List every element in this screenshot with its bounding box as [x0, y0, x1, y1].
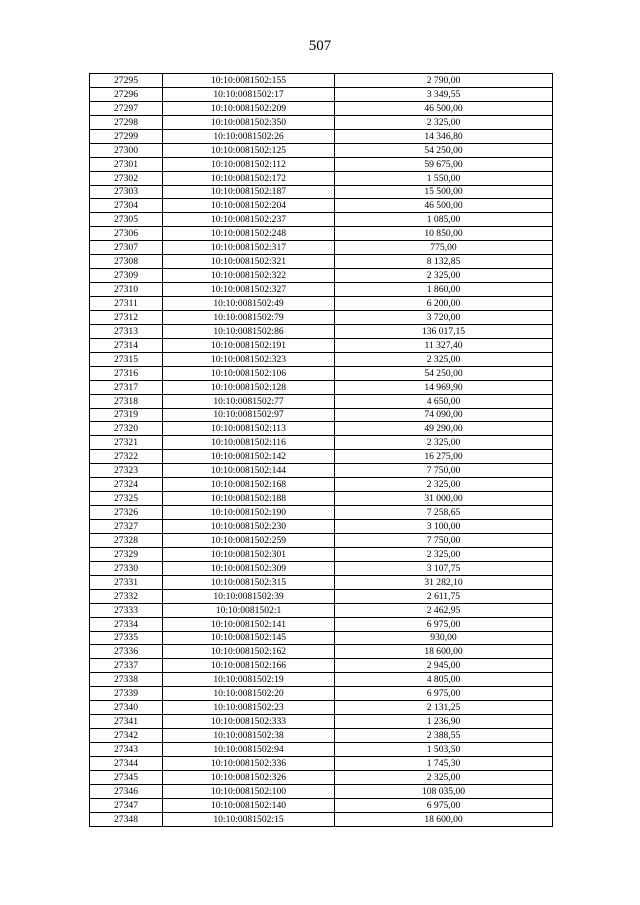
row-number-cell: 27325 [90, 492, 163, 506]
cadastral-number-cell: 10:10:0081502:20 [163, 687, 335, 701]
amount-cell: 31 282,10 [335, 575, 553, 589]
table-row [90, 701, 553, 715]
row-number-cell: 27313 [90, 324, 163, 338]
table-row [90, 185, 553, 199]
amount-cell: 1 860,00 [335, 283, 553, 297]
row-number-cell: 27334 [90, 617, 163, 631]
table-row [90, 492, 553, 506]
table-row [90, 213, 553, 227]
table-row [90, 310, 553, 324]
amount-cell: 4 650,00 [335, 394, 553, 408]
table-row [90, 394, 553, 408]
row-number-cell: 27333 [90, 603, 163, 617]
table-row [90, 715, 553, 729]
cadastral-number-cell: 10:10:0081502:17 [163, 87, 335, 101]
table-row [90, 520, 553, 534]
cadastral-number-cell: 10:10:0081502:188 [163, 492, 335, 506]
table-row [90, 589, 553, 603]
row-number-cell: 27299 [90, 129, 163, 143]
cadastral-number-cell: 10:10:0081502:327 [163, 283, 335, 297]
cadastral-number-cell: 10:10:0081502:155 [163, 74, 335, 88]
cadastral-number-cell: 10:10:0081502:317 [163, 241, 335, 255]
amount-cell: 74 090,00 [335, 408, 553, 422]
table-row [90, 241, 553, 255]
table-row [90, 464, 553, 478]
cadastral-number-cell: 10:10:0081502:77 [163, 394, 335, 408]
table-row [90, 506, 553, 520]
amount-cell: 1 085,00 [335, 213, 553, 227]
cadastral-number-cell: 10:10:0081502:230 [163, 520, 335, 534]
amount-cell: 1 503,50 [335, 743, 553, 757]
table-row [90, 199, 553, 213]
cadastral-number-cell: 10:10:0081502:301 [163, 547, 335, 561]
table-row [90, 157, 553, 171]
table-row [90, 269, 553, 283]
amount-cell: 6 975,00 [335, 687, 553, 701]
cadastral-number-cell: 10:10:0081502:333 [163, 715, 335, 729]
row-number-cell: 27330 [90, 561, 163, 575]
table-row [90, 617, 553, 631]
row-number-cell: 27322 [90, 450, 163, 464]
table-row [90, 436, 553, 450]
cadastral-number-cell: 10:10:0081502:38 [163, 729, 335, 743]
amount-cell: 10 850,00 [335, 227, 553, 241]
amount-cell: 54 250,00 [335, 143, 553, 157]
table-row [90, 784, 553, 798]
row-number-cell: 27337 [90, 659, 163, 673]
cadastral-number-cell: 10:10:0081502:142 [163, 450, 335, 464]
amount-cell: 2 325,00 [335, 436, 553, 450]
amount-cell: 49 290,00 [335, 422, 553, 436]
cadastral-number-cell: 10:10:0081502:39 [163, 589, 335, 603]
row-number-cell: 27296 [90, 87, 163, 101]
row-number-cell: 27318 [90, 394, 163, 408]
cadastral-number-cell: 10:10:0081502:15 [163, 812, 335, 826]
cadastral-number-cell: 10:10:0081502:26 [163, 129, 335, 143]
amount-cell: 1 550,00 [335, 171, 553, 185]
table-row [90, 74, 553, 88]
row-number-cell: 27317 [90, 380, 163, 394]
amount-cell: 31 000,00 [335, 492, 553, 506]
cadastral-number-cell: 10:10:0081502:97 [163, 408, 335, 422]
records-table-body [90, 74, 553, 827]
cadastral-number-cell: 10:10:0081502:209 [163, 101, 335, 115]
table-row [90, 756, 553, 770]
table-row [90, 115, 553, 129]
amount-cell: 2 325,00 [335, 478, 553, 492]
row-number-cell: 27348 [90, 812, 163, 826]
amount-cell: 2 388,55 [335, 729, 553, 743]
table-row [90, 324, 553, 338]
table-row [90, 478, 553, 492]
amount-cell: 930,00 [335, 631, 553, 645]
amount-cell: 2 325,00 [335, 352, 553, 366]
cadastral-number-cell: 10:10:0081502:322 [163, 269, 335, 283]
table-row [90, 129, 553, 143]
table-row [90, 575, 553, 589]
amount-cell: 18 600,00 [335, 812, 553, 826]
cadastral-number-cell: 10:10:0081502:259 [163, 533, 335, 547]
row-number-cell: 27320 [90, 422, 163, 436]
amount-cell: 18 600,00 [335, 645, 553, 659]
amount-cell: 2 325,00 [335, 770, 553, 784]
amount-cell: 2 131,25 [335, 701, 553, 715]
row-number-cell: 27307 [90, 241, 163, 255]
amount-cell: 3 100,00 [335, 520, 553, 534]
table-row [90, 87, 553, 101]
row-number-cell: 27323 [90, 464, 163, 478]
cadastral-number-cell: 10:10:0081502:321 [163, 255, 335, 269]
row-number-cell: 27326 [90, 506, 163, 520]
amount-cell: 3 349,55 [335, 87, 553, 101]
row-number-cell: 27297 [90, 101, 163, 115]
table-row [90, 101, 553, 115]
amount-cell: 3 720,00 [335, 310, 553, 324]
row-number-cell: 27327 [90, 520, 163, 534]
amount-cell: 14 346,80 [335, 129, 553, 143]
table-row [90, 352, 553, 366]
amount-cell: 16 275,00 [335, 450, 553, 464]
cadastral-number-cell: 10:10:0081502:19 [163, 673, 335, 687]
table-row [90, 450, 553, 464]
row-number-cell: 27335 [90, 631, 163, 645]
table-row [90, 380, 553, 394]
cadastral-number-cell: 10:10:0081502:113 [163, 422, 335, 436]
cadastral-number-cell: 10:10:0081502:187 [163, 185, 335, 199]
table-row [90, 338, 553, 352]
amount-cell: 3 107,75 [335, 561, 553, 575]
row-number-cell: 27311 [90, 297, 163, 311]
row-number-cell: 27304 [90, 199, 163, 213]
row-number-cell: 27342 [90, 729, 163, 743]
cadastral-number-cell: 10:10:0081502:172 [163, 171, 335, 185]
row-number-cell: 27306 [90, 227, 163, 241]
amount-cell: 2 790,00 [335, 74, 553, 88]
row-number-cell: 27308 [90, 255, 163, 269]
table-row [90, 422, 553, 436]
amount-cell: 136 017,15 [335, 324, 553, 338]
records-table [89, 73, 553, 827]
cadastral-number-cell: 10:10:0081502:144 [163, 464, 335, 478]
table-row [90, 603, 553, 617]
cadastral-number-cell: 10:10:0081502:1 [163, 603, 335, 617]
cadastral-number-cell: 10:10:0081502:23 [163, 701, 335, 715]
cadastral-number-cell: 10:10:0081502:248 [163, 227, 335, 241]
row-number-cell: 27321 [90, 436, 163, 450]
cadastral-number-cell: 10:10:0081502:336 [163, 756, 335, 770]
table-row [90, 227, 553, 241]
table-row [90, 812, 553, 826]
cadastral-number-cell: 10:10:0081502:315 [163, 575, 335, 589]
row-number-cell: 27332 [90, 589, 163, 603]
table-row [90, 798, 553, 812]
table-row [90, 533, 553, 547]
row-number-cell: 27316 [90, 366, 163, 380]
row-number-cell: 27302 [90, 171, 163, 185]
cadastral-number-cell: 10:10:0081502:350 [163, 115, 335, 129]
table-row [90, 659, 553, 673]
amount-cell: 14 969,90 [335, 380, 553, 394]
table-row [90, 283, 553, 297]
row-number-cell: 27310 [90, 283, 163, 297]
amount-cell: 2 945,00 [335, 659, 553, 673]
cadastral-number-cell: 10:10:0081502:145 [163, 631, 335, 645]
row-number-cell: 27315 [90, 352, 163, 366]
row-number-cell: 27347 [90, 798, 163, 812]
amount-cell: 6 975,00 [335, 798, 553, 812]
amount-cell: 59 675,00 [335, 157, 553, 171]
amount-cell: 46 500,00 [335, 199, 553, 213]
amount-cell: 108 035,00 [335, 784, 553, 798]
cadastral-number-cell: 10:10:0081502:162 [163, 645, 335, 659]
table-row [90, 770, 553, 784]
cadastral-number-cell: 10:10:0081502:166 [163, 659, 335, 673]
amount-cell: 775,00 [335, 241, 553, 255]
cadastral-number-cell: 10:10:0081502:191 [163, 338, 335, 352]
amount-cell: 6 975,00 [335, 617, 553, 631]
table-row [90, 297, 553, 311]
amount-cell: 7 750,00 [335, 533, 553, 547]
cadastral-number-cell: 10:10:0081502:125 [163, 143, 335, 157]
page-number: 507 [308, 38, 332, 54]
amount-cell: 7 258,65 [335, 506, 553, 520]
amount-cell: 15 500,00 [335, 185, 553, 199]
row-number-cell: 27319 [90, 408, 163, 422]
cadastral-number-cell: 10:10:0081502:326 [163, 770, 335, 784]
row-number-cell: 27295 [90, 74, 163, 88]
row-number-cell: 27344 [90, 756, 163, 770]
table-row [90, 743, 553, 757]
table-row [90, 645, 553, 659]
row-number-cell: 27324 [90, 478, 163, 492]
cadastral-number-cell: 10:10:0081502:168 [163, 478, 335, 492]
row-number-cell: 27314 [90, 338, 163, 352]
row-number-cell: 27309 [90, 269, 163, 283]
row-number-cell: 27345 [90, 770, 163, 784]
table-row [90, 255, 553, 269]
cadastral-number-cell: 10:10:0081502:86 [163, 324, 335, 338]
amount-cell: 54 250,00 [335, 366, 553, 380]
cadastral-number-cell: 10:10:0081502:190 [163, 506, 335, 520]
table-row [90, 408, 553, 422]
row-number-cell: 27328 [90, 533, 163, 547]
row-number-cell: 27346 [90, 784, 163, 798]
cadastral-number-cell: 10:10:0081502:94 [163, 743, 335, 757]
cadastral-number-cell: 10:10:0081502:141 [163, 617, 335, 631]
table-row [90, 687, 553, 701]
cadastral-number-cell: 10:10:0081502:128 [163, 380, 335, 394]
cadastral-number-cell: 10:10:0081502:79 [163, 310, 335, 324]
amount-cell: 6 200,00 [335, 297, 553, 311]
row-number-cell: 27312 [90, 310, 163, 324]
amount-cell: 46 500,00 [335, 101, 553, 115]
cadastral-number-cell: 10:10:0081502:106 [163, 366, 335, 380]
amount-cell: 8 132,85 [335, 255, 553, 269]
row-number-cell: 27305 [90, 213, 163, 227]
row-number-cell: 27343 [90, 743, 163, 757]
table-row [90, 143, 553, 157]
row-number-cell: 27329 [90, 547, 163, 561]
row-number-cell: 27336 [90, 645, 163, 659]
table-row [90, 729, 553, 743]
cadastral-number-cell: 10:10:0081502:237 [163, 213, 335, 227]
amount-cell: 2 611,75 [335, 589, 553, 603]
cadastral-number-cell: 10:10:0081502:49 [163, 297, 335, 311]
cadastral-number-cell: 10:10:0081502:116 [163, 436, 335, 450]
amount-cell: 4 805,00 [335, 673, 553, 687]
table-row [90, 561, 553, 575]
amount-cell: 2 325,00 [335, 547, 553, 561]
row-number-cell: 27301 [90, 157, 163, 171]
table-row [90, 673, 553, 687]
cadastral-number-cell: 10:10:0081502:140 [163, 798, 335, 812]
cadastral-number-cell: 10:10:0081502:204 [163, 199, 335, 213]
row-number-cell: 27300 [90, 143, 163, 157]
table-row [90, 631, 553, 645]
row-number-cell: 27298 [90, 115, 163, 129]
cadastral-number-cell: 10:10:0081502:323 [163, 352, 335, 366]
row-number-cell: 27341 [90, 715, 163, 729]
amount-cell: 7 750,00 [335, 464, 553, 478]
table-row [90, 547, 553, 561]
row-number-cell: 27331 [90, 575, 163, 589]
row-number-cell: 27303 [90, 185, 163, 199]
cadastral-number-cell: 10:10:0081502:309 [163, 561, 335, 575]
amount-cell: 1 236,90 [335, 715, 553, 729]
cadastral-number-cell: 10:10:0081502:112 [163, 157, 335, 171]
row-number-cell: 27338 [90, 673, 163, 687]
table-row [90, 366, 553, 380]
amount-cell: 1 745,30 [335, 756, 553, 770]
amount-cell: 2 462,95 [335, 603, 553, 617]
cadastral-number-cell: 10:10:0081502:100 [163, 784, 335, 798]
row-number-cell: 27340 [90, 701, 163, 715]
row-number-cell: 27339 [90, 687, 163, 701]
amount-cell: 2 325,00 [335, 269, 553, 283]
table-row [90, 171, 553, 185]
amount-cell: 2 325,00 [335, 115, 553, 129]
amount-cell: 11 327,40 [335, 338, 553, 352]
